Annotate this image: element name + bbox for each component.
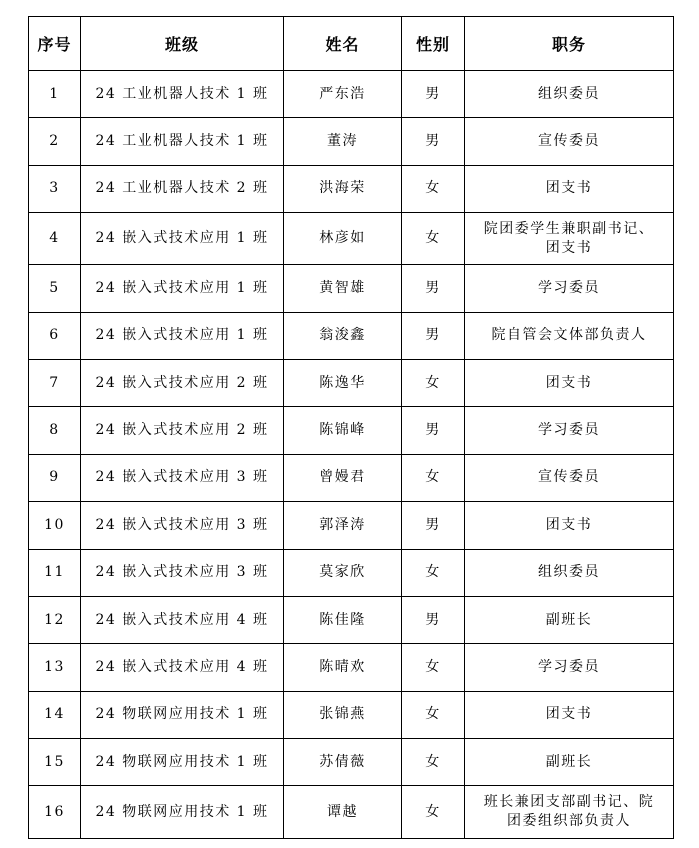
- index-cell: 4: [29, 213, 81, 265]
- index-cell: 5: [29, 265, 81, 312]
- class-cell: 24 嵌入式技术应用 3 班: [81, 454, 284, 501]
- role-cell: 宣传委员: [465, 118, 674, 165]
- role-cell: 学习委员: [465, 644, 674, 691]
- gender-cell: 女: [402, 739, 465, 786]
- index-cell: 7: [29, 359, 81, 406]
- role-cell: 组织委员: [465, 549, 674, 596]
- name-cell: 张锦燕: [284, 691, 402, 738]
- class-cell: 24 嵌入式技术应用 2 班: [81, 359, 284, 406]
- name-cell: 陈晴欢: [284, 644, 402, 691]
- header-name: 姓名: [284, 17, 402, 71]
- name-cell: 陈锦峰: [284, 407, 402, 454]
- name-cell: 黄智雄: [284, 265, 402, 312]
- table-row: [29, 691, 674, 738]
- gender-cell: 女: [402, 359, 465, 406]
- index-cell: 8: [29, 407, 81, 454]
- gender-cell: 男: [402, 312, 465, 359]
- role-cell: 院自管会文体部负责人: [465, 312, 674, 359]
- name-cell: 董涛: [284, 118, 402, 165]
- gender-cell: 女: [402, 549, 465, 596]
- table-header-row: [29, 17, 674, 71]
- table-row: [29, 165, 674, 212]
- gender-cell: 女: [402, 644, 465, 691]
- role-cell: 副班长: [465, 596, 674, 643]
- name-cell: 谭越: [284, 786, 402, 839]
- class-cell: 24 工业机器人技术 2 班: [81, 165, 284, 212]
- index-cell: 6: [29, 312, 81, 359]
- table-row: [29, 213, 674, 265]
- index-cell: 14: [29, 691, 81, 738]
- header-gender: 性别: [402, 17, 465, 71]
- index-cell: 13: [29, 644, 81, 691]
- class-cell: 24 嵌入式技术应用 2 班: [81, 407, 284, 454]
- index-cell: 10: [29, 502, 81, 549]
- gender-cell: 男: [402, 71, 465, 118]
- table-row: [29, 71, 674, 118]
- role-cell: 学习委员: [465, 407, 674, 454]
- gender-cell: 男: [402, 502, 465, 549]
- table-row: [29, 786, 674, 839]
- table-row: [29, 454, 674, 501]
- header-class: 班级: [81, 17, 284, 71]
- gender-cell: 男: [402, 407, 465, 454]
- role-cell: 团支书: [465, 502, 674, 549]
- gender-cell: 女: [402, 691, 465, 738]
- role-cell: 团支书: [465, 359, 674, 406]
- table-row: [29, 644, 674, 691]
- name-cell: 严东浩: [284, 71, 402, 118]
- class-cell: 24 工业机器人技术 1 班: [81, 71, 284, 118]
- index-cell: 9: [29, 454, 81, 501]
- class-cell: 24 工业机器人技术 1 班: [81, 118, 284, 165]
- name-cell: 陈佳隆: [284, 596, 402, 643]
- header-role: 职务: [465, 17, 674, 71]
- index-cell: 16: [29, 786, 81, 839]
- class-cell: 24 嵌入式技术应用 1 班: [81, 312, 284, 359]
- header-index: 序号: [29, 17, 81, 71]
- name-cell: 洪海荣: [284, 165, 402, 212]
- gender-cell: 男: [402, 596, 465, 643]
- class-cell: 24 嵌入式技术应用 1 班: [81, 265, 284, 312]
- index-cell: 2: [29, 118, 81, 165]
- table-row: [29, 739, 674, 786]
- table-row: [29, 407, 674, 454]
- index-cell: 11: [29, 549, 81, 596]
- role-cell: 团支书: [465, 691, 674, 738]
- role-cell: 团支书: [465, 165, 674, 212]
- gender-cell: 女: [402, 786, 465, 839]
- class-cell: 24 物联网应用技术 1 班: [81, 786, 284, 839]
- class-cell: 24 嵌入式技术应用 4 班: [81, 644, 284, 691]
- gender-cell: 女: [402, 454, 465, 501]
- role-cell: 副班长: [465, 739, 674, 786]
- role-cell: 院团委学生兼职副书记、团支书: [465, 213, 674, 265]
- index-cell: 15: [29, 739, 81, 786]
- name-cell: 曾嫚君: [284, 454, 402, 501]
- table-row: [29, 118, 674, 165]
- index-cell: 1: [29, 71, 81, 118]
- name-cell: 翁浚鑫: [284, 312, 402, 359]
- gender-cell: 男: [402, 265, 465, 312]
- class-cell: 24 嵌入式技术应用 3 班: [81, 549, 284, 596]
- role-cell: 宣传委员: [465, 454, 674, 501]
- name-cell: 苏倩薇: [284, 739, 402, 786]
- class-cell: 24 嵌入式技术应用 3 班: [81, 502, 284, 549]
- role-cell: 班长兼团支部副书记、院团委组织部负责人: [465, 786, 674, 839]
- index-cell: 3: [29, 165, 81, 212]
- gender-cell: 男: [402, 118, 465, 165]
- student-cadre-table: [28, 16, 674, 839]
- table-row: [29, 359, 674, 406]
- name-cell: 陈逸华: [284, 359, 402, 406]
- table-row: [29, 312, 674, 359]
- class-cell: 24 嵌入式技术应用 4 班: [81, 596, 284, 643]
- class-cell: 24 物联网应用技术 1 班: [81, 691, 284, 738]
- gender-cell: 女: [402, 165, 465, 212]
- table-row: [29, 502, 674, 549]
- table-row: [29, 596, 674, 643]
- name-cell: 郭泽涛: [284, 502, 402, 549]
- name-cell: 莫家欣: [284, 549, 402, 596]
- role-cell: 学习委员: [465, 265, 674, 312]
- role-cell: 组织委员: [465, 71, 674, 118]
- class-cell: 24 物联网应用技术 1 班: [81, 739, 284, 786]
- table-row: [29, 549, 674, 596]
- index-cell: 12: [29, 596, 81, 643]
- gender-cell: 女: [402, 213, 465, 265]
- table-row: [29, 265, 674, 312]
- name-cell: 林彦如: [284, 213, 402, 265]
- class-cell: 24 嵌入式技术应用 1 班: [81, 213, 284, 265]
